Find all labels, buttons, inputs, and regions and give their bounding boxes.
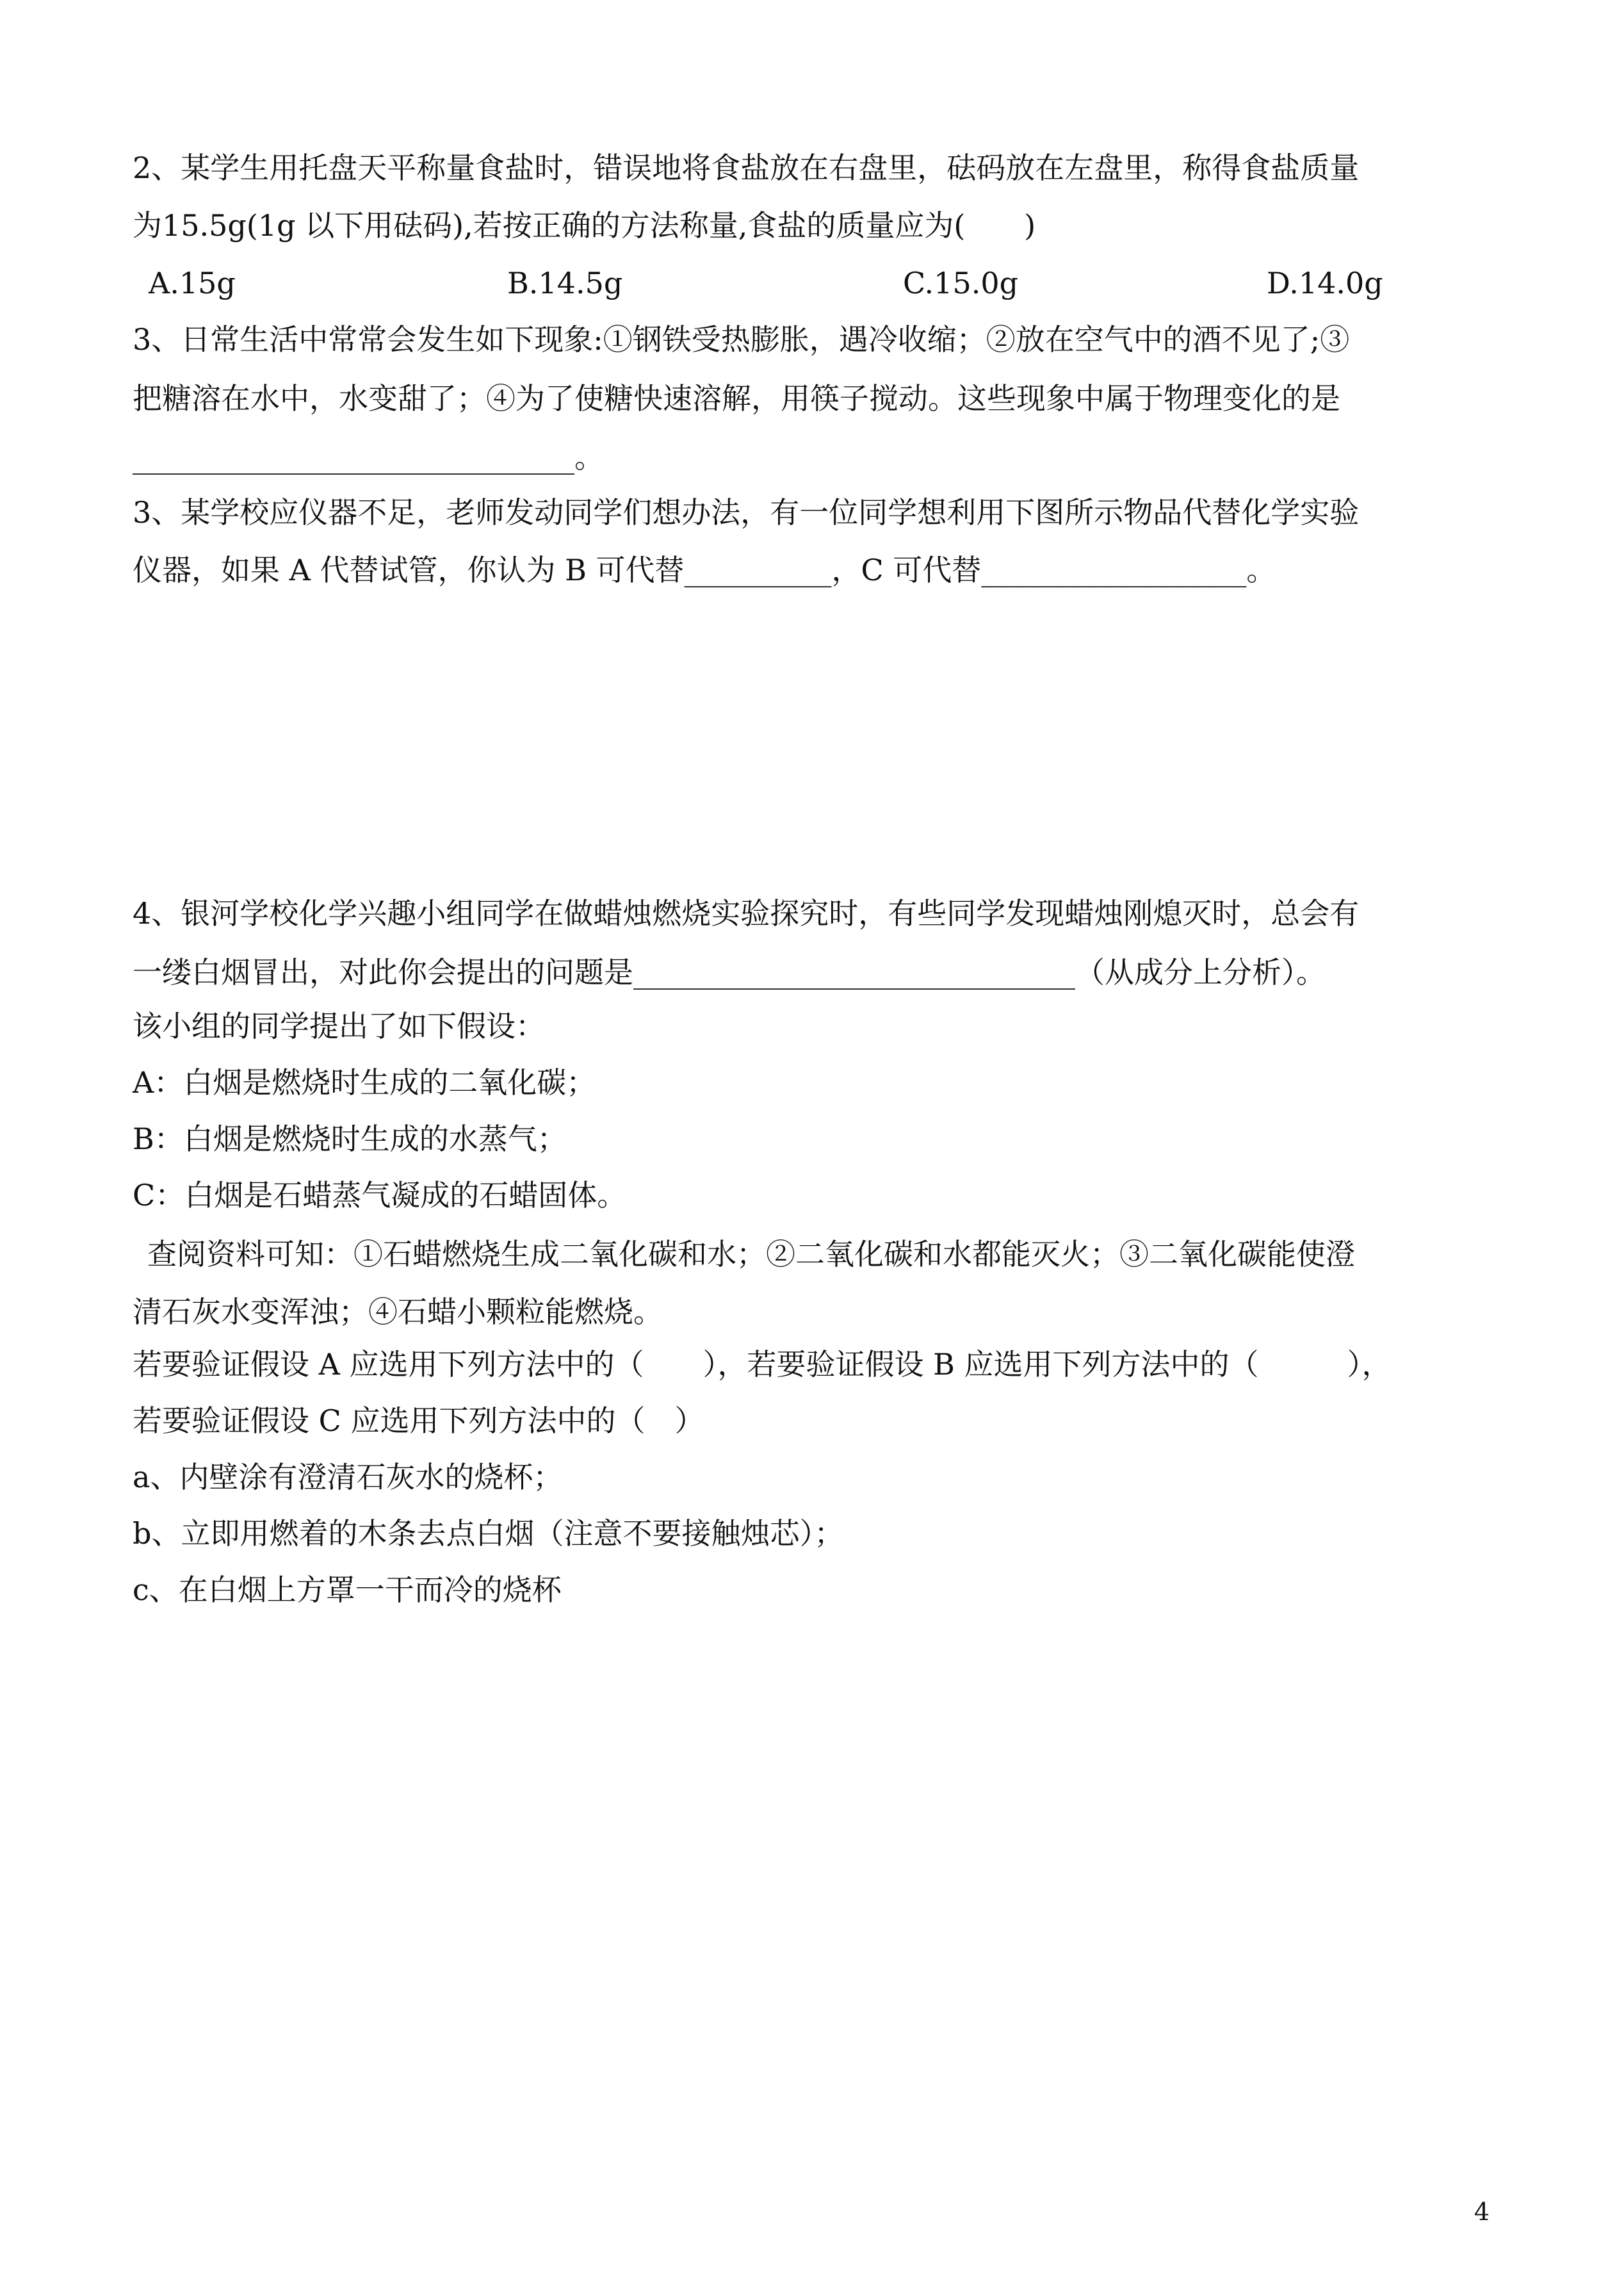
q2-line-1: 2、某学生用托盘天平称量食盐时，错误地将食盐放在右盘里，砝码放在左盘里，称得食盐质量: [133, 151, 1360, 185]
q4-line-3: 该小组的同学提出了如下假设：: [133, 1009, 545, 1043]
page-number: 4: [1474, 2198, 1490, 2226]
q2-option-d: D.14.0g: [1267, 266, 1383, 300]
q4-line-2: 一缕白烟冒出，对此你会提出的问题是______________________________（从成分上分析）。: [133, 955, 1326, 990]
q3b-line-1: 3、某学校应仪器不足，老师发动同学们想办法，有一位同学想利用下图所示物品代替化学实验: [133, 495, 1360, 530]
q4-line-1: 4、银河学校化学兴趣小组同学在做蜡烛燃烧实验探究时，有些同学发现蜡烛刚熄灭时，总会有: [133, 896, 1360, 931]
figure-placeholder: [133, 615, 1477, 871]
q3a-line-1: 3、日常生活中常常会发生如下现象:①钢铁受热膨胀，遇冷收缩；②放在空气中的酒不见了;③: [133, 322, 1350, 357]
q4-method-a: a、内壁涂有澄清石灰水的烧杯；: [133, 1460, 563, 1494]
q4-hypothesis-c: C：白烟是石蜡蒸气凝成的石蜡固体。: [133, 1178, 627, 1213]
q4-hypothesis-b: B：白烟是燃烧时生成的水蒸气；: [133, 1122, 567, 1156]
q4-method-b: b、立即用燃着的木条去点白烟（注意不要接触烛芯）；: [133, 1516, 844, 1551]
q2-option-b: B.14.5g: [507, 266, 623, 300]
q4-ask-line-2: 若要验证假设 C 应选用下列方法中的（ ）: [133, 1403, 704, 1438]
q3a-line-2: 把糖溶在水中，水变甜了；④为了使糖快速溶解，用筷子搅动。这些现象中属于物理变化的是: [133, 381, 1340, 416]
q2-option-c: C.15.0g: [903, 266, 1019, 300]
q3b-line-2: 仪器，如果 A 代替试管，你认为 B 可代替__________，C 可代替__________________。: [133, 553, 1276, 587]
q4-hypothesis-a: A：白烟是燃烧时生成的二氧化碳；: [133, 1065, 596, 1100]
q4-method-c: c、在白烟上方罩一干而冷的烧杯: [133, 1572, 562, 1607]
q4-info-line-2: 清石灰水变浑浊；④石蜡小颗粒能燃烧。: [133, 1295, 663, 1329]
q2-line-2: 为15.5g(1g 以下用砝码),若按正确的方法称量,食盐的质量应为( ): [133, 208, 1036, 243]
q4-info-line-1: 查阅资料可知：①石蜡燃烧生成二氧化碳和水；②二氧化碳和水都能灭火；③二氧化碳能使澄: [147, 1237, 1355, 1271]
q3a-line-3: ______________________________。: [133, 440, 604, 475]
q4-ask-line-1: 若要验证假设 A 应选用下列方法中的（ ），若要验证假设 B 应选用下列方法中的（ ），: [133, 1347, 1392, 1382]
q2-options: [0, 264, 1624, 305]
q2-option-a: A.15g: [149, 266, 236, 300]
